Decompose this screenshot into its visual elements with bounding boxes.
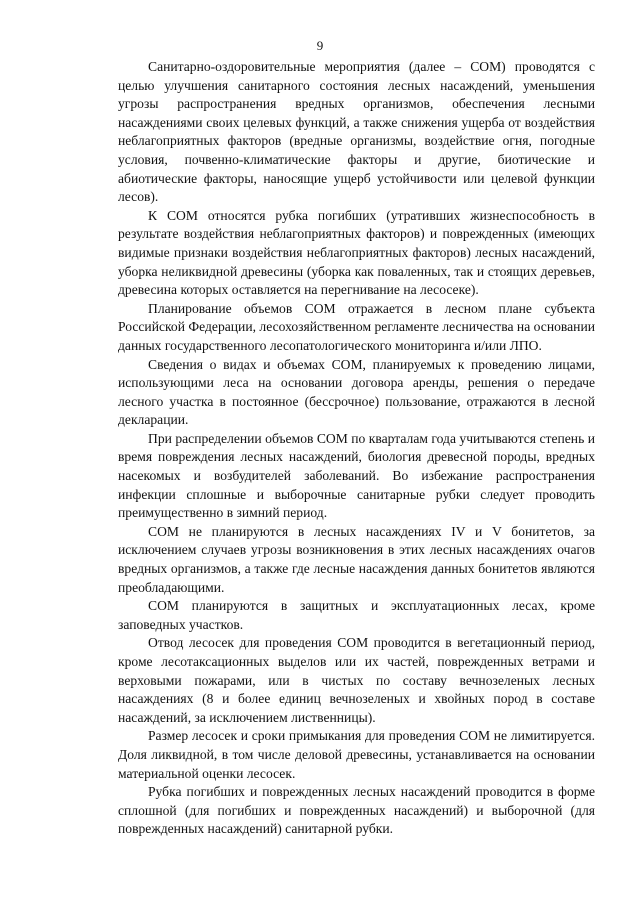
paragraph-bonitet-exclusion: СОМ не планируются в лесных насаждениях IV и V бонитетов, за исключением случаев угрозы возникновения в этих лесных насаждениях очагов вредных организмов, а также где лесные насаждения данных бонитетов являются преобладающими. — [118, 523, 595, 595]
document-body — [118, 58, 595, 839]
paragraph-cutting-area-allotment: Отвод лесосек для проведения СОМ проводится в вегетационный период, кроме лесотаксационных выделов или их частей, поврежденных ветрами и верховыми пожарами, или в чистых по составу вечнозеленых лесных насаждениях (8 и более единиц вечнозеленых и хвойных пород в составе насаждений, за исключением лиственницы). — [118, 635, 595, 725]
paragraph-quarterly-distribution: При распределении объемов СОМ по кварталам года учитываются степень и время повреждения лесных насаждений, биология древесной породы, вредных насекомых и возбудителей заболеваний. Во избежание распространения инфекции сплошные и выборочные санитарные рубки следует проводить преимущественно в зимний период. — [118, 430, 595, 521]
paragraph-som-types: К СОМ относятся рубка погибших (утративших жизнеспособность в результате воздействия неблагоприятных факторов) и поврежденных (имеющих видимые признаки воздействия неблагоприятных факторов) лесных насаждений, уборка неликвидной древесины (уборка как поваленных, так и стоящих деревьев, древесина которых оставляется на перегнивание на лесосеке). — [118, 207, 595, 298]
page-number: 9 — [316, 38, 324, 53]
paragraph-forest-declaration: Сведения о видах и объемах СОМ, планируемых к проведению лицами, использующими леса на основании договора аренды, решения о передаче лесного участка в постоянное (бессрочное) пользование, отражаются в лесной декларации. — [118, 356, 595, 428]
paragraph-som-definition: Санитарно-оздоровительные мероприятия (далее – СОМ) проводятся с целью улучшения санитарного состояния лесных насаждений, уменьшения угрозы распространения вредных организмов, обеспечения лесными насаждениями своих целевых функций, а также снижения ущерба от воздействия неблагоприятных факторов (вредные организмы, воздействие огня, погодные условия, почвенно-климатические факторы и другие, биотические и абиотические факторы, наносящие ущерб устойчивости или целевой функции лесов). — [118, 59, 595, 205]
paragraph-sanitary-felling-forms: Рубка погибших и поврежденных лесных насаждений проводится в форме сплошной (для погибших и поврежденных насаждений) и выборочной (для поврежденных насаждений) санитарной рубки. — [118, 784, 595, 837]
paragraph-cutting-area-size: Размер лесосек и сроки примыкания для проведения СОМ не лимитируется. Доля ликвидной, в том числе деловой древесины, устанавливается на основании материальной оценки лесосек. — [118, 728, 595, 781]
paragraph-som-planning: Планирование объемов СОМ отражается в лесном плане субъекта Российской Федерации, лесохозяйственном регламенте лесничества на основании данных государственного лесопатологического мониторинга и/или ЛПО. — [118, 300, 595, 353]
paragraph-protective-forests: СОМ планируются в защитных и эксплуатационных лесах, кроме заповедных участков. — [118, 598, 595, 632]
